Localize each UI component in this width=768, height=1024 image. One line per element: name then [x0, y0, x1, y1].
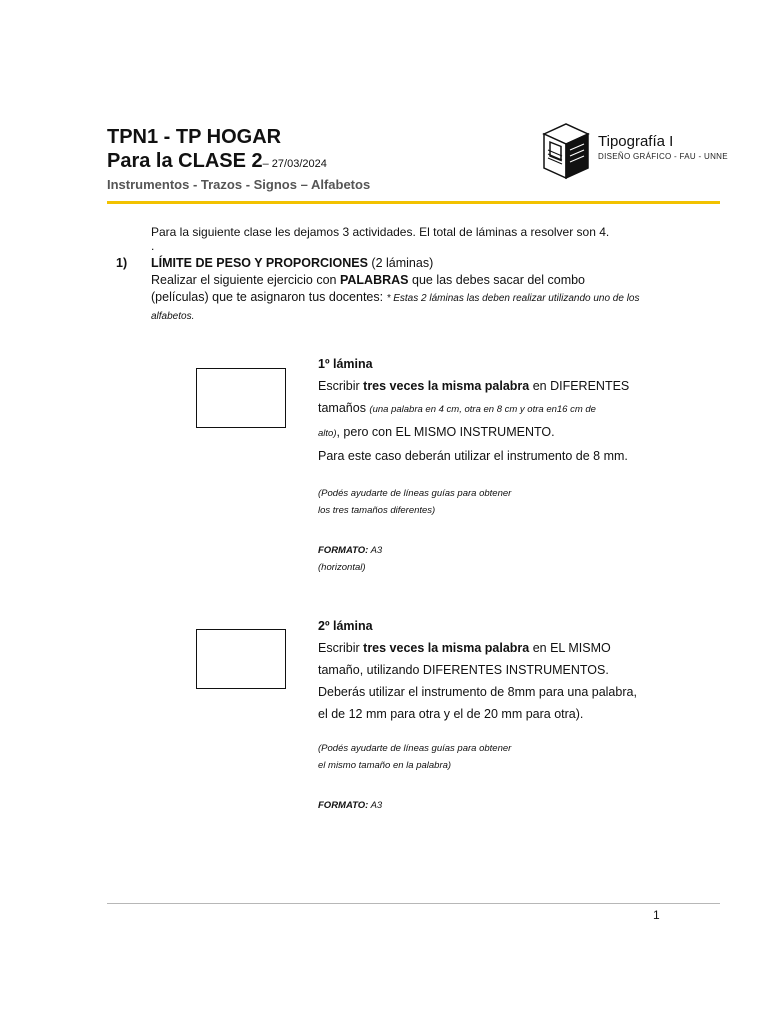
- format-orientation: (horizontal): [318, 562, 366, 573]
- instr-text: tamaño, utilizando DIFERENTES INSTRUMENTOS.: [318, 663, 609, 677]
- lamina1-format: [318, 542, 382, 576]
- header-divider: [107, 201, 720, 204]
- instr-text: Deberás utilizar el instrumento de 8mm para una palabra,: [318, 685, 637, 699]
- instr-text: el de 12 mm para otra y el de 20 mm para otra).: [318, 707, 584, 721]
- desc-bold: PALABRAS: [339, 273, 409, 287]
- desc-text: que las debes sacar del combo: [408, 273, 586, 287]
- hint-line: (Podés ayudarte de líneas guías para obtener: [318, 743, 512, 754]
- instr-text: en EL MISMO: [529, 641, 611, 655]
- format-value: A3: [368, 800, 383, 811]
- logo-subtitle: DISEÑO GRÁFICO - FAU - UNNE: [598, 152, 728, 161]
- lamina1-title: 1º lámina: [318, 357, 373, 371]
- desc-text: Realizar el siguiente ejercicio con: [151, 273, 340, 287]
- format-value: A3: [368, 545, 383, 556]
- lamina2-title: 2º lámina: [318, 619, 373, 633]
- instr-text: Para este caso deberán utilizar el instrumento de 8 mm.: [318, 449, 628, 463]
- lamina1-instructions: [318, 375, 678, 467]
- doc-date: – 27/03/2024: [262, 158, 327, 170]
- section-description: [151, 272, 671, 325]
- section-number: 1): [116, 256, 128, 270]
- landscape-format-diagram: [196, 368, 286, 428]
- instr-bold: tres veces la misma palabra: [363, 641, 530, 655]
- logo: [540, 120, 592, 187]
- desc-text: (películas) que te asignaron tus docentes:: [151, 290, 387, 304]
- doc-class-title: [107, 150, 327, 173]
- hint-line: los tres tamaños diferentes): [318, 505, 436, 516]
- footer-divider: [107, 903, 720, 904]
- instr-text: Escribir: [318, 379, 364, 393]
- section-heading-bold: LÍMITE DE PESO Y PROPORCIONES: [151, 256, 368, 270]
- doc-title: TPN1 - TP HOGAR: [107, 126, 282, 148]
- format-label: FORMATO:: [318, 545, 369, 556]
- section-heading-rest: (2 láminas): [367, 256, 434, 270]
- format-label: FORMATO:: [318, 800, 369, 811]
- lamina2-instructions: [318, 637, 678, 725]
- instr-text: Escribir: [318, 641, 364, 655]
- section-heading: [151, 256, 433, 270]
- hint-line: (Podés ayudarte de líneas guías para obtener: [318, 488, 512, 499]
- intro-dot: .: [151, 239, 155, 253]
- type-block-icon: [540, 120, 592, 182]
- instr-note: alto): [318, 428, 337, 439]
- intro-text: Para la siguiente clase les dejamos 3 actividades. El total de láminas a resolver son 4.: [151, 225, 610, 239]
- instr-text: tamaños: [318, 401, 370, 415]
- lamina2-hint: [318, 740, 511, 774]
- desc-note: * Estas 2 láminas las deben realizar utilizando uno de los alfabetos.: [151, 293, 640, 322]
- doc-subtitle: Instrumentos - Trazos - Signos – Alfabetos: [107, 177, 371, 192]
- lamina1-hint: [318, 485, 511, 519]
- landscape-format-diagram: [196, 629, 286, 689]
- page-number: 1: [653, 908, 660, 922]
- hint-line: el mismo tamaño en la palabra): [318, 760, 452, 771]
- instr-bold: tres veces la misma palabra: [363, 379, 530, 393]
- logo-title: Tipografía I: [598, 133, 674, 150]
- class-label: Para la CLASE 2: [107, 150, 263, 172]
- instr-note: (una palabra en 4 cm, otra en 8 cm y otra en16 cm de: [369, 404, 596, 415]
- instr-text: en DIFERENTES: [529, 379, 630, 393]
- lamina2-format: [318, 797, 382, 814]
- instr-text: , pero con EL MISMO INSTRUMENTO.: [336, 425, 555, 439]
